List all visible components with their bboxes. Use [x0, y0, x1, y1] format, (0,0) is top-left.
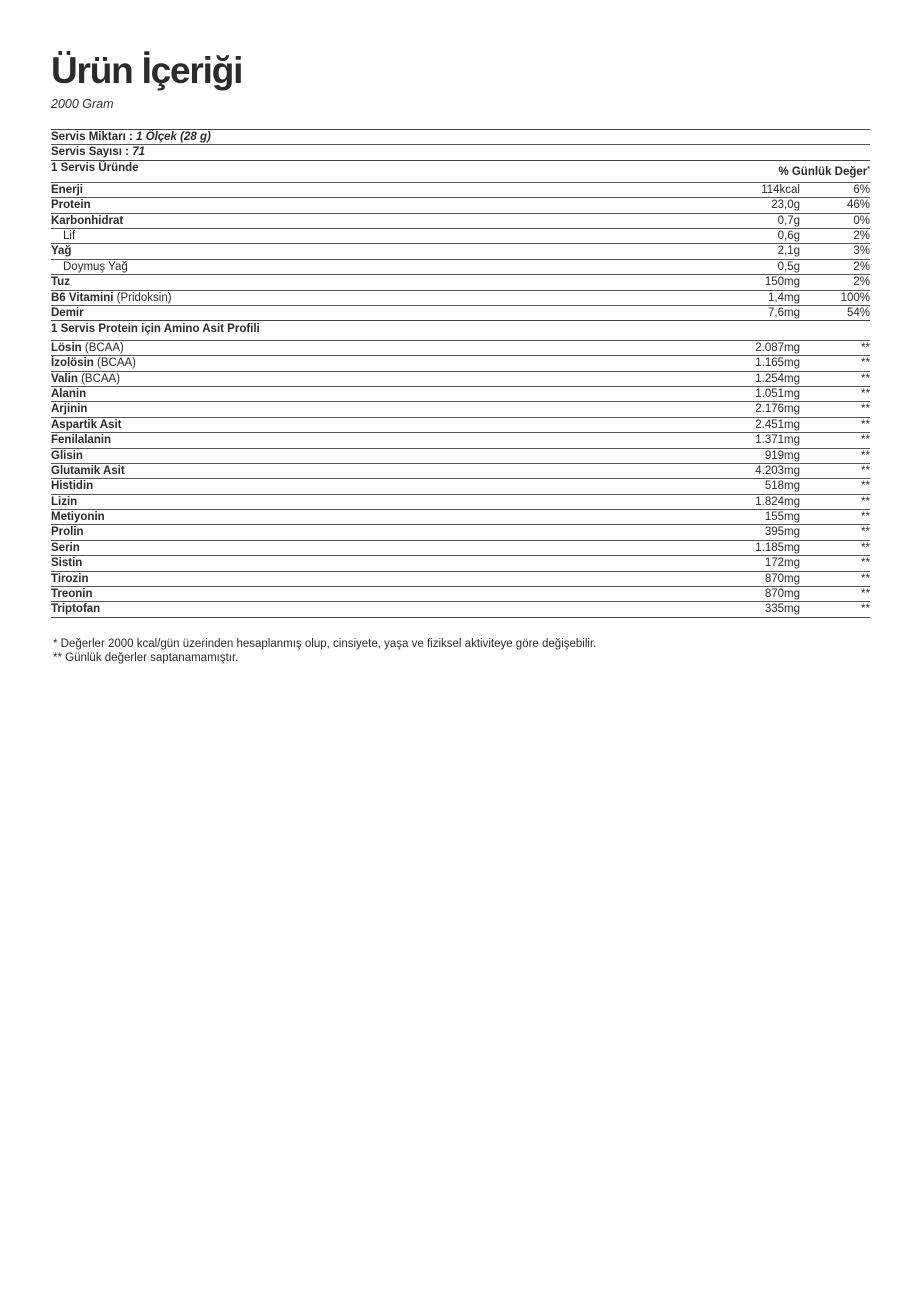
row-label: [51, 541, 80, 555]
daily-value-percent: **: [861, 588, 870, 601]
nutrient-name: Alanin: [51, 387, 87, 400]
row-label: [51, 306, 84, 320]
nutrient-amount: 518mg: [764, 480, 800, 493]
row-label: [51, 464, 125, 478]
nutrient-name: Yağ: [51, 245, 72, 258]
daily-value-percent: **: [861, 603, 870, 616]
nutrient-note: (BCAA): [97, 357, 136, 370]
nutrient-name: Karbonhidrat: [51, 214, 124, 227]
daily-value-percent: **: [861, 372, 870, 385]
table-row: [51, 448, 870, 463]
row-label: [51, 372, 120, 386]
amino-rows: [51, 340, 870, 617]
table-end-divider: [51, 617, 870, 618]
table-row: [51, 432, 870, 447]
daily-value-percent: **: [861, 434, 870, 447]
table-row: [51, 494, 870, 509]
row-label: [51, 291, 172, 305]
daily-value-percent: 2%: [853, 260, 870, 273]
nutrient-amount: 1,4mg: [768, 291, 800, 304]
nutrient-amount: 155mg: [764, 511, 800, 524]
row-label: [51, 525, 84, 539]
table-row: [51, 340, 870, 355]
serving-size-label: Servis Miktarı :: [51, 131, 133, 143]
row-label: [51, 198, 91, 212]
nutrient-amount: 919mg: [764, 449, 800, 462]
row-label: [51, 510, 105, 524]
nutrition-header-right: % Günlük Değer: [778, 165, 868, 178]
nutrient-note: (Pridoksin): [116, 291, 172, 304]
nutrient-name: Doymuş Yağ: [63, 260, 128, 273]
daily-value-percent: **: [861, 557, 870, 570]
nutrient-amount: 114kcal: [761, 183, 800, 196]
table-row: [51, 305, 870, 320]
nutrient-name: Protein: [51, 199, 91, 212]
serving-count-value: 71: [132, 146, 145, 159]
nutrient-name: Demir: [51, 306, 84, 319]
nutrition-table: [51, 129, 870, 618]
table-row: [51, 524, 870, 539]
serving-size-value: 1 Ölçek (28 g): [136, 131, 211, 143]
daily-value-percent: **: [861, 541, 870, 554]
table-row: [51, 540, 870, 555]
nutrient-name: Tuz: [51, 276, 70, 289]
footnotes: [53, 638, 596, 665]
row-label: [51, 587, 93, 601]
amino-section-header: [51, 320, 870, 340]
nutrient-amount: 7,6mg: [768, 306, 800, 319]
nutrient-name: Metiyonin: [51, 511, 105, 524]
nutrient-amount: 2.176mg: [755, 403, 800, 416]
daily-value-percent: **: [861, 511, 870, 524]
daily-value-percent: 3%: [853, 245, 870, 258]
row-label: [51, 275, 70, 289]
footnote-daily-values: * Değerler 2000 kcal/gün üzerinden hesaplanmış olup, cinsiyete, yaşa ve fiziksel aktiviteye göre değişebilir.: [53, 638, 597, 650]
serving-count-row: [51, 144, 870, 159]
table-row: [51, 355, 870, 370]
daily-value-percent: 2%: [853, 276, 870, 289]
nutrient-name: Aspartik Asit: [51, 418, 122, 431]
nutrient-name: Lif: [63, 229, 76, 242]
nutrient-name: Glisin: [51, 449, 83, 462]
nutrient-note: (BCAA): [81, 372, 121, 385]
table-row: [51, 401, 870, 416]
page-title: Ürün İçeriği: [51, 50, 243, 91]
table-row: [51, 386, 870, 401]
nutrient-amount: 23,0g: [771, 199, 800, 212]
nutrient-amount: 4.203mg: [755, 464, 800, 477]
nutrient-name: Fenilalanin: [51, 434, 112, 447]
table-row: [51, 601, 870, 616]
daily-value-percent: **: [861, 572, 870, 585]
nutrient-name: Enerji: [51, 183, 83, 196]
table-row: [51, 586, 870, 601]
table-row: [51, 182, 870, 197]
daily-value-percent: **: [861, 341, 870, 354]
nutrient-name: Tirozin: [51, 572, 89, 585]
nutrient-amount: 1.824mg: [755, 495, 800, 508]
row-label: [51, 556, 82, 570]
nutrient-amount: 0,6g: [777, 229, 800, 242]
nutrient-amount: 335mg: [764, 603, 800, 616]
table-row: [51, 371, 870, 386]
nutrient-amount: 1.371mg: [755, 434, 800, 447]
nutrient-amount: 1.254mg: [755, 372, 800, 385]
nutrient-name: Arjinin: [51, 403, 88, 416]
daily-value-percent: **: [861, 387, 870, 400]
nutrient-amount: 1.165mg: [755, 357, 800, 370]
nutrient-name: Histidin: [51, 480, 94, 493]
nutrient-name: İzolösin: [51, 357, 94, 370]
table-row: [51, 274, 870, 289]
daily-value-percent: 46%: [846, 199, 870, 212]
nutrient-name: Glutamik Asit: [51, 464, 125, 477]
serving-size-row: [51, 129, 870, 144]
nutrient-amount: 870mg: [764, 588, 800, 601]
row-label: [51, 387, 86, 401]
table-row: [51, 555, 870, 570]
amino-section-title: 1 Servis Protein için Amino Asit Profili: [51, 323, 260, 336]
nutrient-amount: 150mg: [764, 276, 800, 289]
row-label: [51, 433, 111, 447]
nutrient-name: Lösin: [51, 341, 82, 354]
nutrient-amount: 395mg: [764, 526, 800, 539]
table-row: [51, 290, 870, 305]
daily-value-percent: **: [861, 464, 870, 477]
daily-value-percent: **: [861, 403, 870, 416]
footnote-mark: *: [867, 165, 870, 173]
nutrient-name: Valin: [51, 372, 78, 385]
table-row: [51, 197, 870, 212]
row-label: [51, 418, 122, 432]
table-row: [51, 571, 870, 586]
nutrient-name: Serin: [51, 541, 80, 554]
nutrient-amount: 1.185mg: [755, 541, 800, 554]
nutrient-name: Treonin: [51, 588, 93, 601]
daily-value-percent: **: [861, 357, 870, 370]
table-row: [51, 259, 870, 274]
serving-count-label: Servis Sayısı :: [51, 146, 129, 159]
row-label: [51, 479, 93, 493]
row-label: [51, 214, 123, 228]
nutrition-header-left: 1 Servis Üründe: [51, 161, 139, 174]
table-row: [51, 509, 870, 524]
nutrition-rows: [51, 182, 870, 321]
nutrient-amount: 2.451mg: [755, 418, 800, 431]
daily-value-percent: **: [861, 495, 870, 508]
row-label: [51, 244, 71, 258]
nutrient-name: Prolin: [51, 526, 84, 539]
row-label: [51, 449, 83, 463]
daily-value-percent: 54%: [846, 306, 870, 319]
nutrient-amount: 1.051mg: [755, 387, 800, 400]
nutrient-name: Sistin: [51, 557, 83, 570]
table-row: [51, 478, 870, 493]
daily-value-percent: 6%: [853, 183, 870, 196]
nutrient-amount: 172mg: [764, 557, 800, 570]
nutrient-note: (BCAA): [84, 341, 124, 354]
nutrition-header-row: [51, 160, 870, 182]
nutrient-name: Triptofan: [51, 603, 101, 616]
table-row: [51, 463, 870, 478]
nutrient-name: Lizin: [51, 495, 78, 508]
row-label: [51, 183, 83, 197]
table-row: [51, 243, 870, 258]
nutrient-amount: 0,5g: [777, 260, 800, 273]
nutrient-name: B6 Vitamini: [51, 291, 114, 304]
nutrient-amount: 870mg: [764, 572, 800, 585]
row-label: [63, 260, 128, 274]
row-label: [51, 602, 100, 616]
row-label: [51, 402, 87, 416]
footnote-not-determined: ** Günlük değerler saptanamamıştır.: [53, 651, 239, 664]
daily-value-percent: 2%: [853, 229, 870, 242]
row-label: [51, 495, 77, 509]
row-label: [51, 341, 124, 355]
daily-value-percent: **: [861, 480, 870, 493]
nutrient-amount: 2.087mg: [755, 341, 800, 354]
row-label: [51, 572, 88, 586]
daily-value-percent: **: [861, 418, 870, 431]
package-size: 2000 Gram: [51, 97, 114, 111]
nutrient-amount: 0,7g: [777, 214, 800, 227]
daily-value-percent: **: [861, 449, 870, 462]
table-row: [51, 213, 870, 228]
row-label: [63, 229, 75, 243]
daily-value-percent: 100%: [840, 291, 870, 304]
table-row: [51, 417, 870, 432]
daily-value-percent: 0%: [853, 214, 870, 227]
row-label: [51, 356, 136, 370]
daily-value-percent: **: [861, 526, 870, 539]
table-row: [51, 228, 870, 243]
nutrient-amount: 2,1g: [777, 245, 800, 258]
